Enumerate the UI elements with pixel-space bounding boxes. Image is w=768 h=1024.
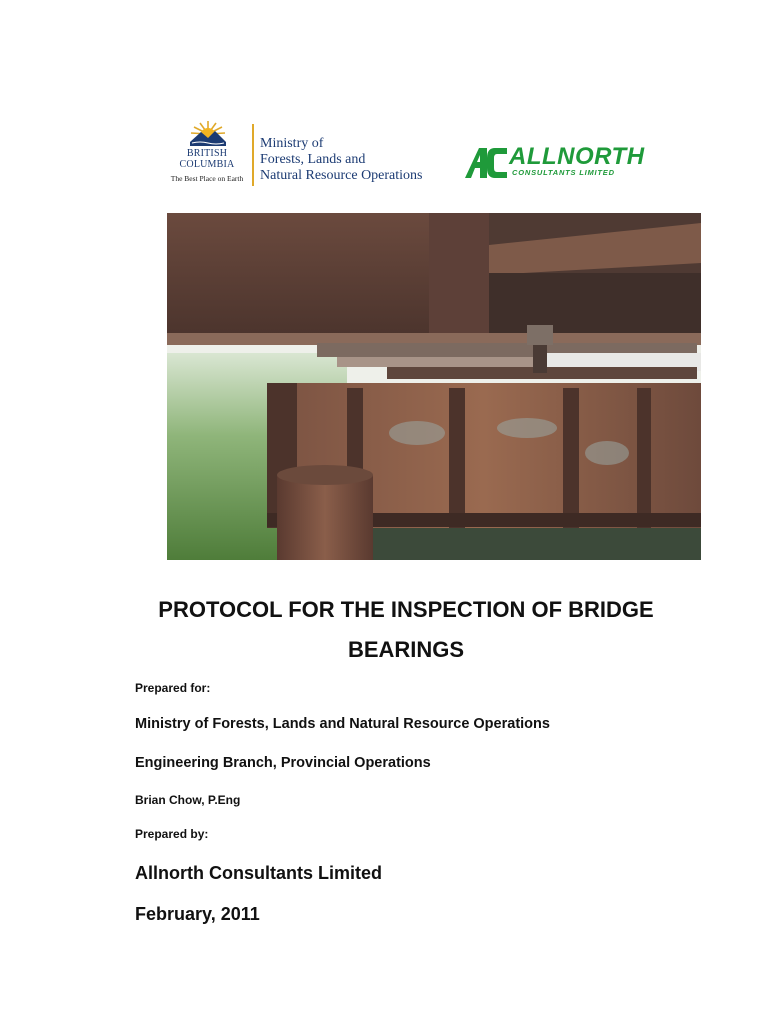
sun-mountain-icon — [188, 120, 228, 146]
consultant-name: Allnorth Consultants Limited — [135, 863, 382, 883]
allnorth-name: ALLNORTH — [509, 143, 645, 170]
client-branch: Engineering Branch, Provincial Operations — [135, 755, 431, 771]
bc-ministry-name — [260, 136, 430, 184]
ministry-line-1: Ministry of — [260, 136, 324, 151]
bc-tagline: The Best Place on Earth — [170, 174, 244, 183]
allnorth-monogram-icon — [465, 148, 507, 178]
bc-government-logo — [168, 118, 430, 190]
bc-logo-divider — [252, 124, 254, 186]
document-date: February, 2011 — [135, 904, 260, 924]
bridge-bearing-photo — [167, 213, 701, 560]
client-contact: Brian Chow, P.Eng — [135, 793, 241, 807]
client-ministry: Ministry of Forests, Lands and Natural Resource Operations — [135, 716, 550, 732]
allnorth-subtitle: CONSULTANTS LIMITED — [512, 168, 615, 177]
allnorth-logo — [465, 143, 660, 180]
cover-photo — [167, 213, 701, 560]
ministry-line-2: Forests, Lands and — [260, 152, 366, 167]
bc-logo-mark — [168, 118, 246, 190]
bc-wordmark-british: BRITISH — [186, 148, 228, 159]
bc-wordmark-columbia: COLUMBIA — [179, 159, 235, 170]
ministry-line-3: Natural Resource Operations — [260, 168, 423, 183]
prepared-by-label: Prepared by: — [135, 827, 209, 841]
document-title: PROTOCOL FOR THE INSPECTION OF BRIDGE BEARINGS — [158, 597, 654, 662]
prepared-for-label: Prepared for: — [135, 681, 211, 695]
